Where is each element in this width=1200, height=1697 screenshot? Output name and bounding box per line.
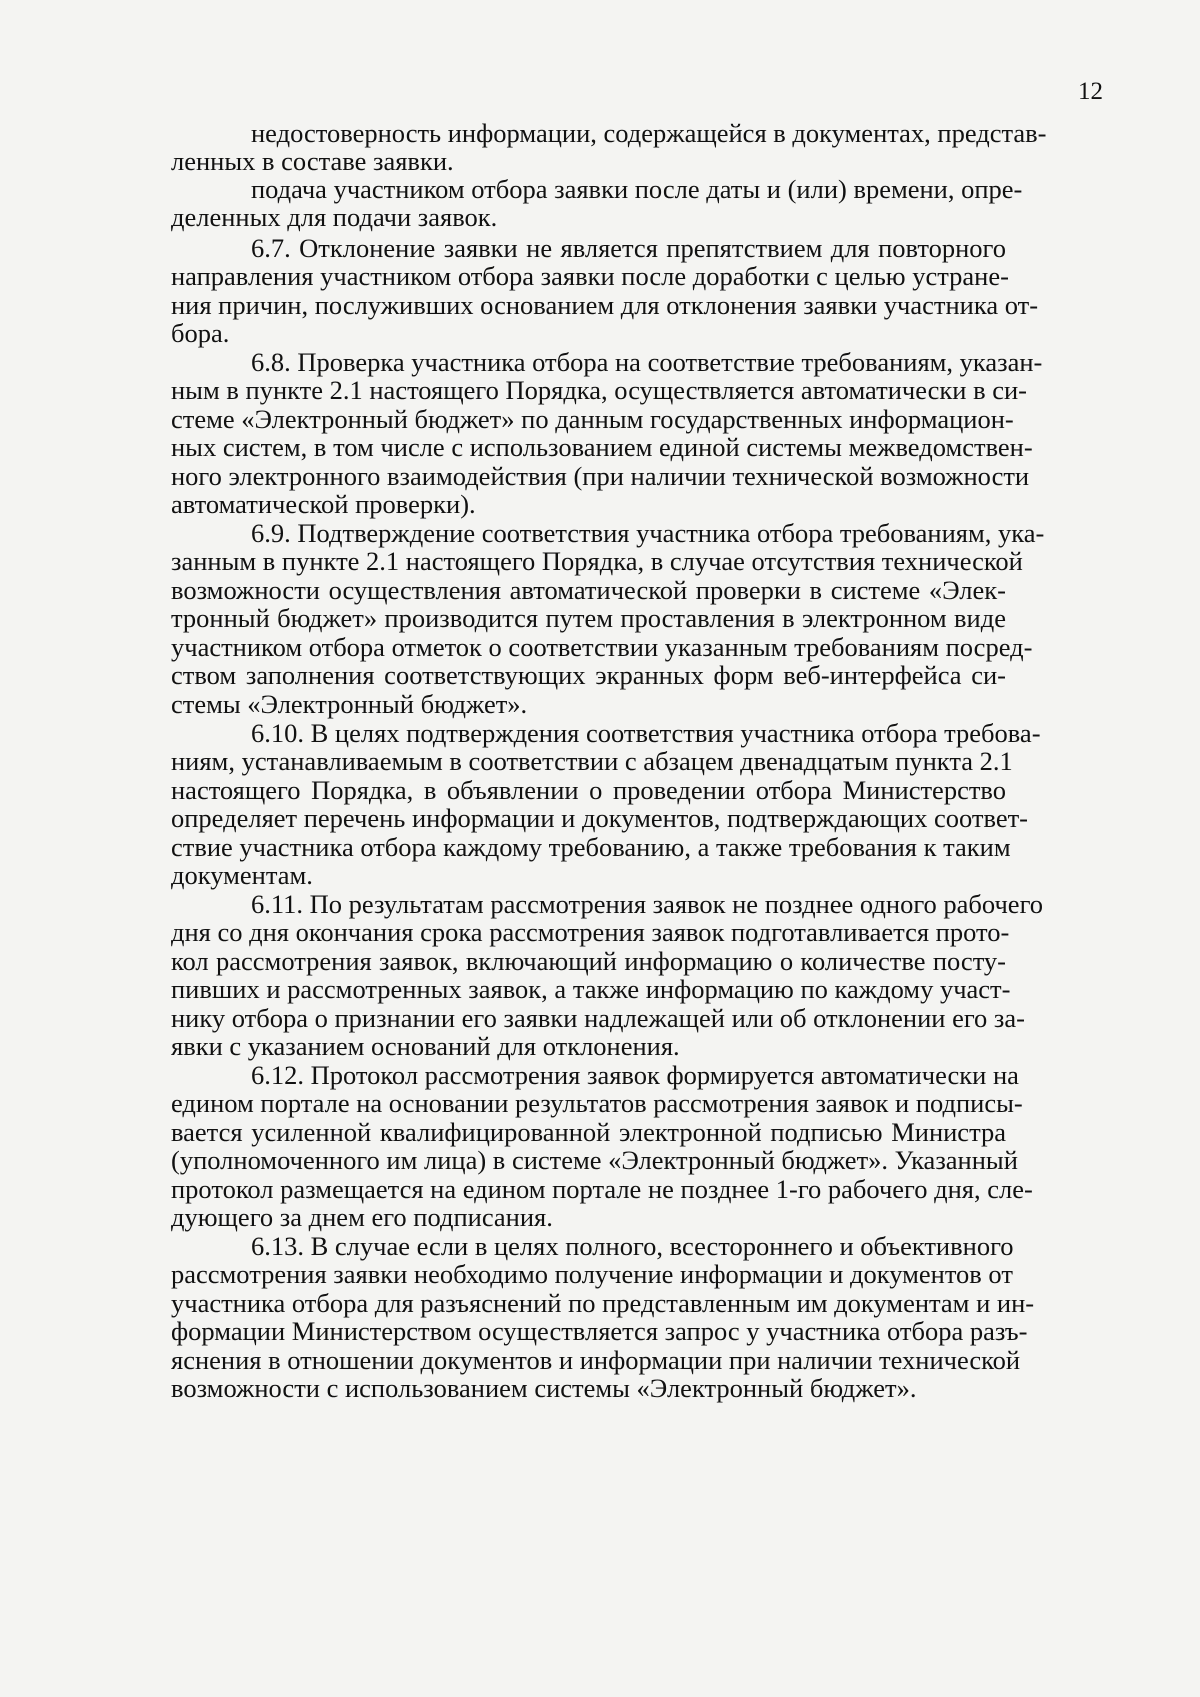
text-line: участником отбора отметок о соответствии указанным требованиям посред- [171,632,1033,662]
text-line: 6.11. По результатам рассмотрения заявок не позднее одного рабочего [251,889,1044,919]
text-line: 6.12. Протокол рассмотрения заявок формируется автоматически на [251,1060,1019,1090]
text-line: явки с указанием оснований для отклонения. [171,1031,680,1061]
text-line: яснения в отношении документов и информации при наличии технической [171,1345,1021,1375]
text-line: ным в пункте 2.1 настоящего Порядка, осуществляется автоматически в си- [171,375,1027,405]
text-line: возможности осуществления автоматической проверки в системе «Элек- [171,575,1006,605]
text-line: протокол размещается на едином портале не позднее 1-го рабочего дня, сле- [171,1174,1033,1204]
text-line: определяет перечень информации и документов, подтверждающих соответ- [171,803,1028,833]
text-line: направления участником отбора заявки после доработки с целью устране- [171,261,1009,291]
text-line: ниям, устанавливаемым в соответствии с абзацем двенадцатым пункта 2.1 [171,746,1013,776]
text-line: стеме «Электронный бюджет» по данным государственных информацион- [171,404,1014,434]
text-line: бора. [171,318,230,348]
text-line: подача участником отбора заявки после даты и (или) времени, опре- [251,174,1023,204]
text-line: пивших и рассмотренных заявок, а также информацию по каждому участ- [171,974,1011,1004]
text-line: недостоверность информации, содержащейся в документах, представ- [251,118,1047,148]
text-line: ных систем, в том числе с использованием единой системы межведомствен- [171,432,1033,462]
text-line: стемы «Электронный бюджет». [171,689,528,719]
text-line: дующего за днем его подписания. [171,1202,553,1232]
text-line: 6.7. Отклонение заявки не является препятствием для повторного [251,233,1006,263]
text-line: настоящего Порядка, в объявлении о проведении отбора Министерство [171,775,1006,805]
text-line: едином портале на основании результатов рассмотрения заявок и подписы- [171,1088,1023,1118]
text-line: автоматической проверки). [171,489,476,519]
text-line: нику отбора о признании его заявки надлежащей или об отклонении его за- [171,1003,1025,1033]
text-line: ния причин, послуживших основанием для отклонения заявки участника от- [171,290,1039,320]
text-line: 6.13. В случае если в целях полного, всестороннего и объективного [251,1231,1014,1261]
text-line: участника отбора для разъяснений по представленным им документам и ин- [171,1288,1035,1318]
text-line: 6.10. В целях подтверждения соответствия участника отбора требова- [251,718,1041,748]
text-line: формации Министерством осуществляется запрос у участника отбора разъ- [171,1316,1028,1346]
text-line: ствие участника отбора каждому требованию, а также требования к таким [171,832,1011,862]
text-line: тронный бюджет» производится путем проставления в электронном виде [171,603,1006,633]
text-line: ного электронного взаимодействия (при наличии технической возможности [171,461,1030,491]
text-line: занным в пункте 2.1 настоящего Порядка, в случае отсутствия технической [171,546,1023,576]
text-line: рассмотрения заявки необходимо получение информации и документов от [171,1259,1013,1289]
text-line: возможности с использованием системы «Электронный бюджет». [171,1373,917,1403]
text-line: ленных в составе заявки. [171,146,454,176]
text-line: деленных для подачи заявок. [171,202,498,232]
text-line: дня со дня окончания срока рассмотрения заявок подготавливается прото- [171,917,1010,947]
text-line: 6.9. Подтверждение соответствия участника отбора требованиям, ука- [251,518,1045,548]
text-line: 6.8. Проверка участника отбора на соответствие требованиям, указан- [251,347,1043,377]
text-line: документам. [171,860,313,890]
text-line: вается усиленной квалифицированной электронной подписью Министра [171,1117,1006,1147]
page-number: 12 [1078,78,1103,105]
text-line: (уполномоченного им лица) в системе «Электронный бюджет». Указанный [171,1145,1018,1175]
text-line: кол рассмотрения заявок, включающий информацию о количестве посту- [171,946,1006,976]
text-line: ством заполнения соответствующих экранных форм веб-интерфейса си- [171,660,1006,690]
